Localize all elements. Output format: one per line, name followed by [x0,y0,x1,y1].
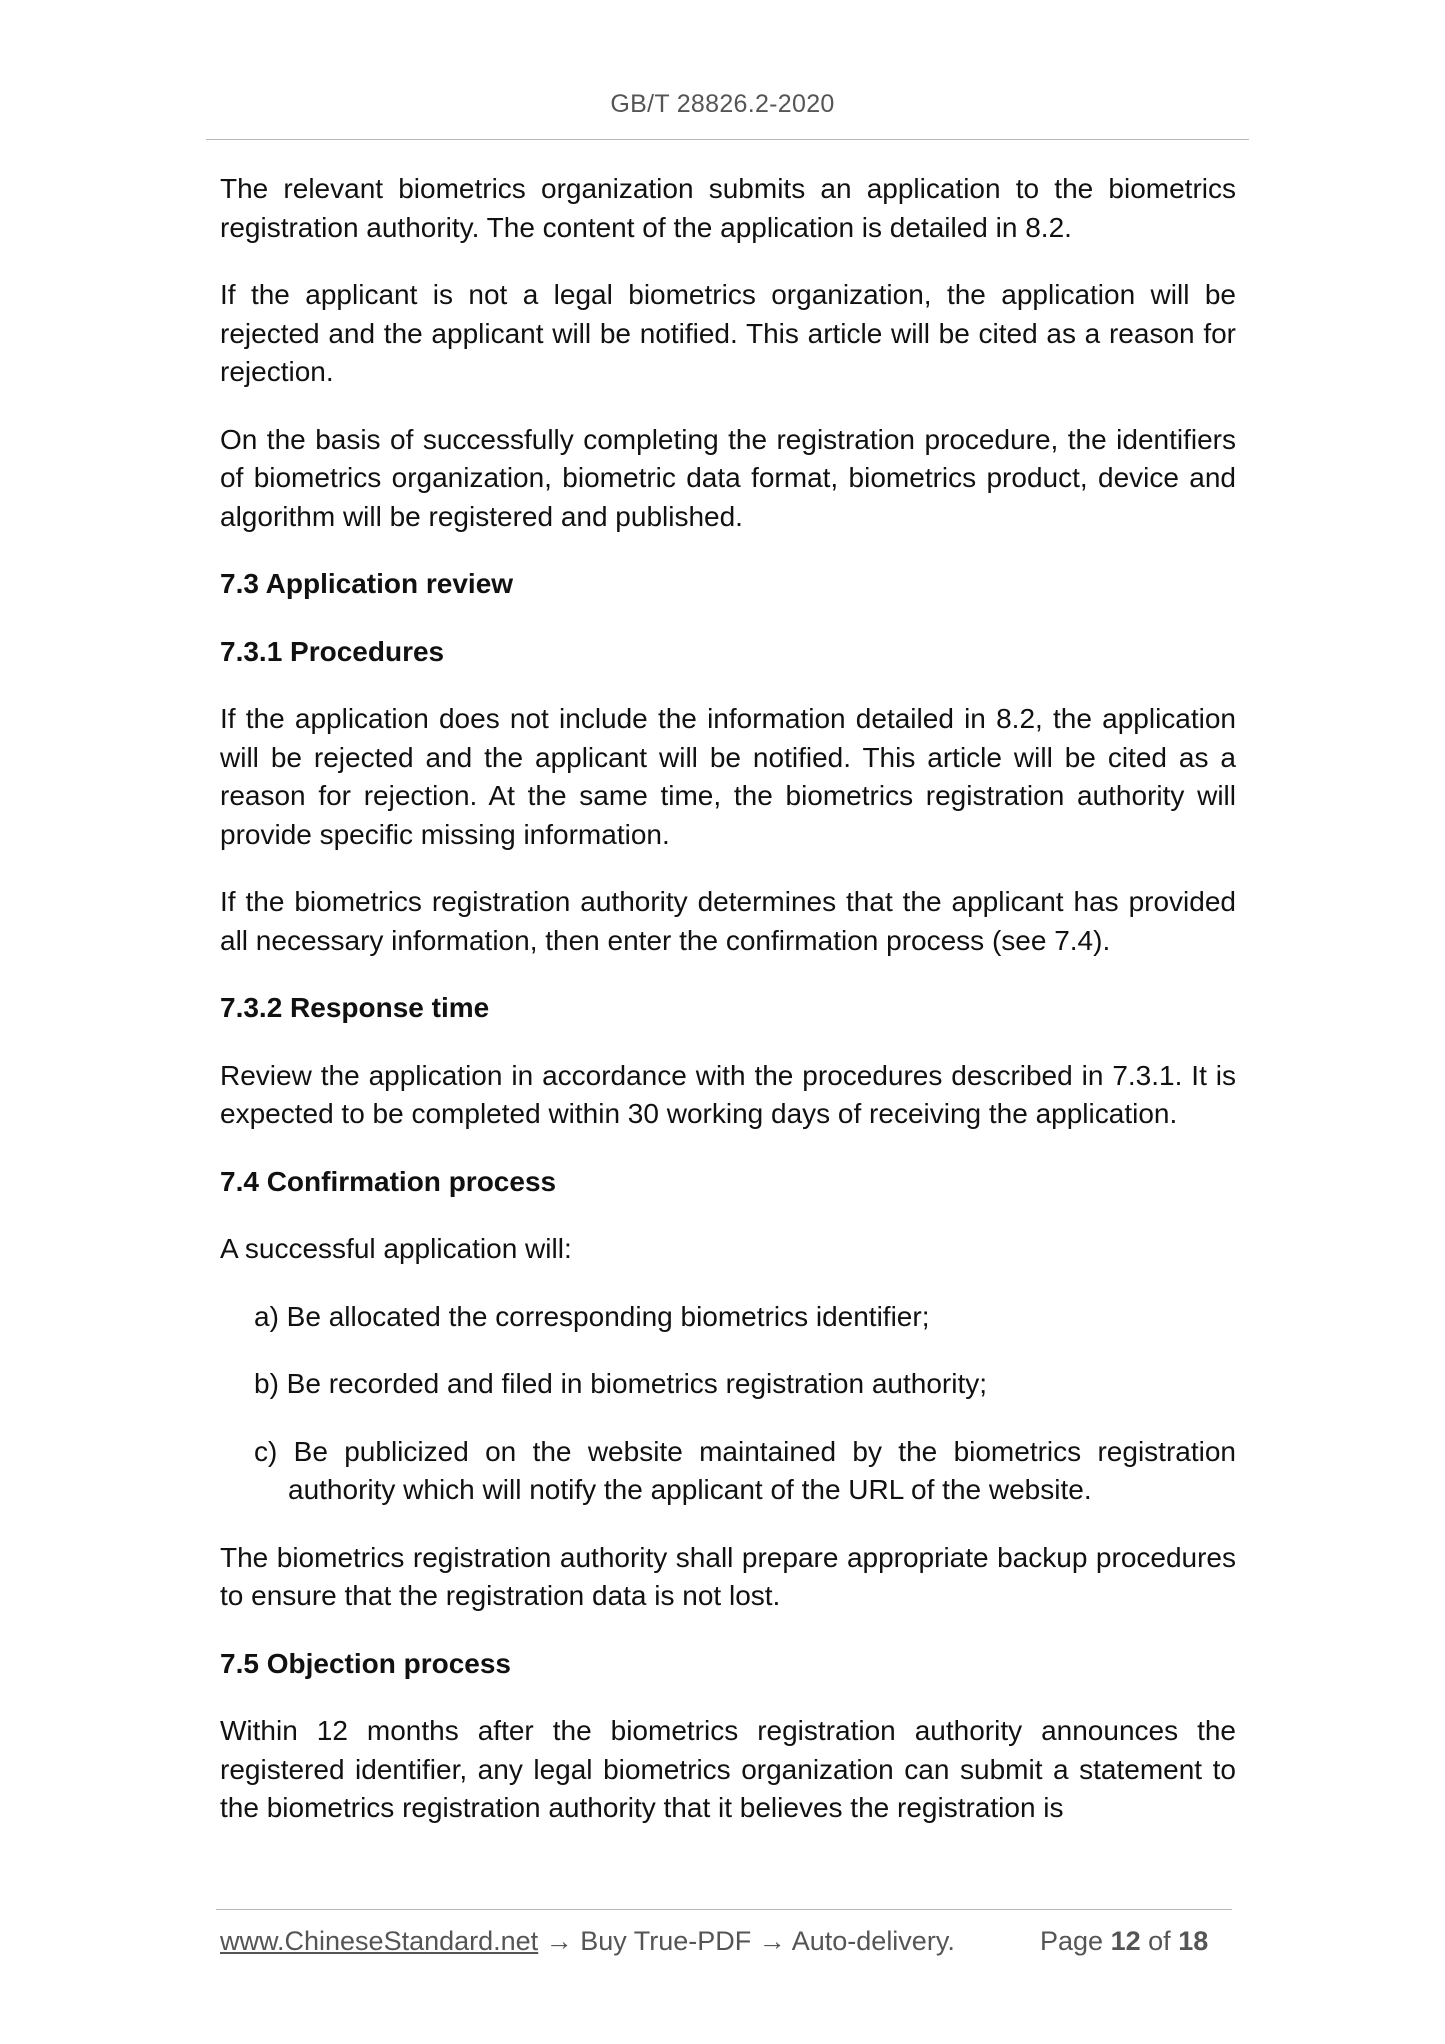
list-item-b: b) Be recorded and filed in biometrics registration authority; [254,1368,988,1399]
body-paragraph: The biometrics registration authority shall prepare appropriate backup procedures to ensure that the registration data is not lost. [220,1541,1236,1611]
section-heading-7-3: 7.3 Application review [220,568,514,599]
list-item-a: a) Be allocated the corresponding biometrics identifier; [254,1300,930,1332]
section-heading-7-5: 7.5 Objection process [220,1647,511,1679]
body-paragraph: If the biometrics registration authority determines that the applicant has provided all necessary information, then enter the confirmation process (see 7.4). [220,886,1236,956]
footer-promo [220,1926,955,1957]
footer-divider [216,1909,1232,1910]
body-paragraph: If the applicant is not a legal biometrics organization, the application will be rejected and the applicant will be notified. This article will be cited as a reason for rejection. [220,279,1236,387]
section-heading-7-4: 7.4 Confirmation process [220,1165,557,1197]
current-page-number: 12 [1110,1926,1141,1956]
header-divider [206,139,1249,140]
body-paragraph: The relevant biometrics organization submits an application to the biometrics registration authority. The content of the application is detailed in 8.2. [220,173,1236,243]
total-page-count: 18 [1178,1926,1209,1956]
page-label: Page [1040,1926,1104,1956]
body-paragraph: On the basis of successfully completing the registration procedure, the identifiers of biometrics organization, biometric data format, biometrics product, device and algorithm will be registered and published. [220,423,1236,532]
body-paragraph: Review the application in accordance with the procedures described in 7.3.1. It is expected to be completed within 30 working days of receiving the application. [220,1059,1236,1129]
footer-tagline: → Buy True-PDF → Auto-delivery. [538,1926,955,1956]
body-paragraph: A successful application will: [220,1233,572,1264]
document-body [220,170,1236,1857]
body-paragraph: If the application does not include the information detailed in 8.2, the application will be rejected and the applicant will be notified. This article will be cited as a reason for rejection. At the same time, the biometrics registration authority will provide specific missing information. [220,703,1236,850]
of-label: of [1148,1926,1171,1956]
section-heading-7-3-2: 7.3.2 Response time [220,992,490,1023]
list-item-c: c) Be publicized on the website maintained by the biometrics registration authority which will notify the applicant of the URL of the website. [254,1435,1236,1505]
section-heading-7-3-1: 7.3.1 Procedures [220,635,445,667]
page-header-title: GB/T 28826.2-2020 [610,90,835,118]
footer-website-link[interactable]: www.ChineseStandard.net [220,1926,539,1956]
page-indicator [1040,1926,1208,1957]
body-paragraph: Within 12 months after the biometrics registration authority announces the registered identifier, any legal biometrics organization can submit a statement to the biometrics registration authority that it believes the registration is [220,1715,1236,1823]
